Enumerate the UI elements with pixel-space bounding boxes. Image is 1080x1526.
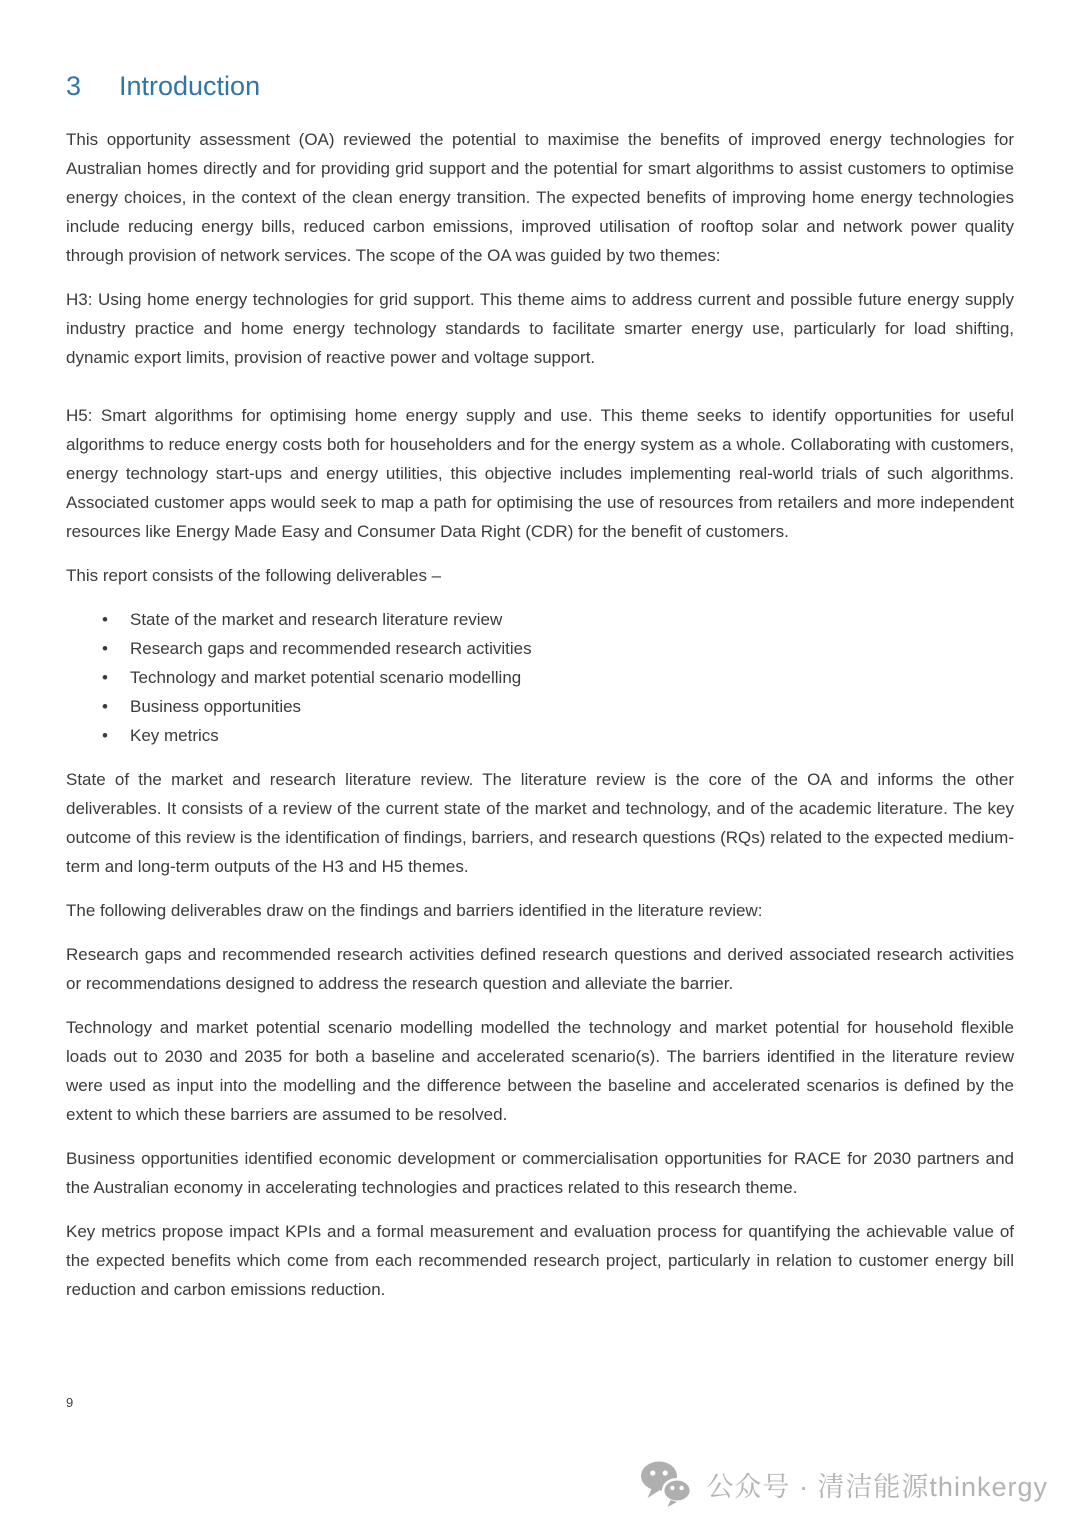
list-item-text: Research gaps and recommended research activities	[130, 639, 532, 658]
deliverables-lead-paragraph: This report consists of the following deliverables –	[66, 566, 442, 585]
heading-title: Introduction	[119, 71, 261, 101]
intro-paragraph: This opportunity assessment (OA) reviewed the potential to maximise the benefits of improved energy technologies for Australian homes directly and for providing grid support and the potential for smart algorithms to assist customers to optimise energy choices, in the context of the clean energy transition. The expected benefits of improving home energy technologies include reducing energy bills, reduced carbon emissions, improved utilisation of rooftop solar and network power quality through provision of network services. The scope of the OA was guided by two themes:	[66, 130, 1014, 265]
h5-theme-paragraph: H5: Smart algorithms for optimising home energy supply and use. This theme seeks to identify opportunities for useful algorithms to reduce energy costs both for householders and for the energy system as a whole. Collaborating with customers, energy technology start-ups and energy utilities, this objective includes implementing real-world trials of such algorithms. Associated customer apps would seek to map a path for optimising the use of resources from retailers and more independent resources like Energy Made Easy and Consumer Data Right (CDR) for the benefit of customers.	[66, 406, 1014, 541]
following-deliverables-paragraph: The following deliverables draw on the findings and barriers identified in the literature review:	[66, 901, 763, 920]
heading-number: 3	[66, 71, 82, 101]
page-content	[66, 70, 1014, 1319]
list-item	[66, 663, 1014, 692]
list-item-text: State of the market and research literature review	[130, 610, 503, 629]
page-number: 9	[66, 1395, 74, 1410]
list-item	[66, 721, 1014, 750]
list-item	[66, 692, 1014, 721]
technology-modelling-paragraph: Technology and market potential scenario modelling modelled the technology and market potential for household flexible loads out to 2030 and 2035 for both a baseline and accelerated scenario(s). The barriers identified in the literature review were used as input into the modelling and the difference between the baseline and accelerated scenarios is defined by the extent to which these barriers are assumed to be resolved.	[66, 1018, 1014, 1124]
business-opportunities-paragraph: Business opportunities identified economic development or commercialisation opportunities for RACE for 2030 partners and the Australian economy in accelerating technologies and practices related to this research theme.	[66, 1149, 1014, 1197]
bullet-icon: •	[102, 610, 108, 629]
deliverables-list	[66, 605, 1014, 750]
bullet-icon: •	[102, 639, 108, 658]
list-item	[66, 634, 1014, 663]
key-metrics-paragraph: Key metrics propose impact KPIs and a formal measurement and evaluation process for quantifying the achievable value of the expected benefits which come from each recommended research project, particularly in relation to customer energy bill reduction and carbon emissions reduction.	[66, 1222, 1014, 1299]
list-item-text: Key metrics	[130, 726, 219, 745]
h3-theme-paragraph: H3: Using home energy technologies for grid support. This theme aims to address current and possible future energy supply industry practice and home energy technology standards to facilitate smarter energy use, particularly for load shifting, dynamic export limits, provision of reactive power and voltage support.	[66, 290, 1014, 367]
list-item-text: Business opportunities	[130, 697, 302, 716]
watermark-text: 公众号 · 清洁能源thinkergy	[706, 1471, 1048, 1502]
bullet-icon: •	[102, 668, 108, 687]
section-heading	[66, 70, 1014, 102]
bullet-icon: •	[102, 726, 108, 745]
state-of-market-paragraph: State of the market and research literature review. The literature review is the core of the OA and informs the other deliverables. It consists of a review of the current state of the market and technology, and of the academic literature. The key outcome of this review is the identification of findings, barriers, and research questions (RQs) related to the expected medium-term and long-term outputs of the H3 and H5 themes.	[66, 770, 1014, 876]
watermark	[640, 1460, 1048, 1508]
wechat-icon	[640, 1460, 692, 1508]
list-item-text: Technology and market potential scenario modelling	[130, 668, 522, 687]
bullet-icon: •	[102, 697, 108, 716]
list-item	[66, 605, 1014, 634]
research-gaps-paragraph: Research gaps and recommended research activities defined research questions and derived associated research activities or recommendations designed to address the research question and alleviate the barrier.	[66, 945, 1014, 993]
